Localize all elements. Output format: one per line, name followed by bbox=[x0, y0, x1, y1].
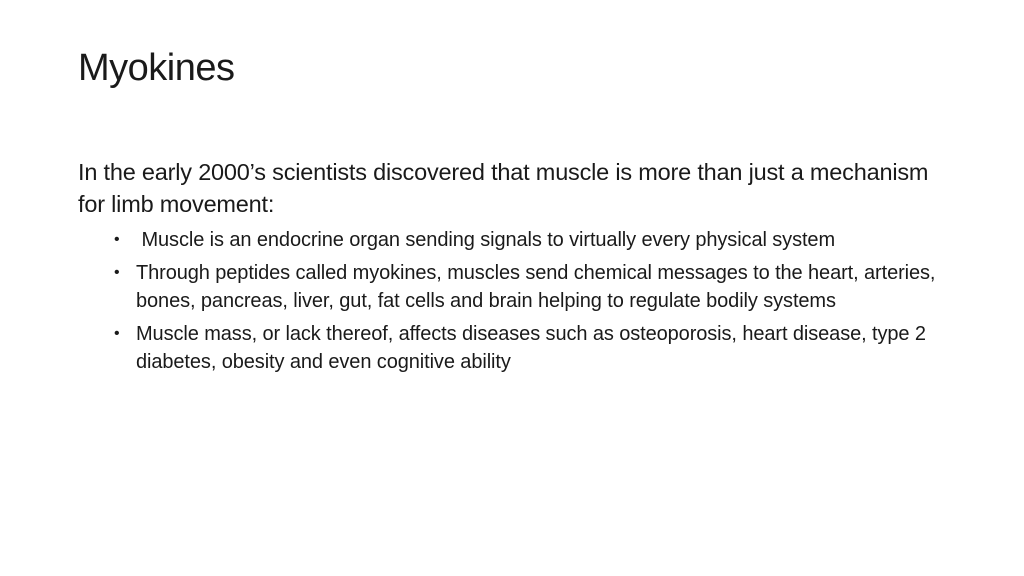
bullet-text: Through peptides called myokines, muscles send chemical messages to the heart, arteries, bones, pancreas, liver, gut, fat cells and brain helping to regulate bodily systems bbox=[136, 262, 936, 312]
bullet-dot-icon: • bbox=[114, 231, 120, 248]
bullet-text: Muscle is an endocrine organ sending signals to virtually every physical system bbox=[136, 229, 836, 251]
bullet-dot-icon: • bbox=[114, 325, 120, 342]
bullet-item bbox=[114, 226, 958, 254]
bullet-item bbox=[114, 320, 958, 376]
slide-title: Myokines bbox=[78, 47, 235, 89]
lead-paragraph: In the early 2000’s scientists discovered that muscle is more than just a mechanism for limb movement: bbox=[78, 159, 929, 217]
bullet-dot-icon: • bbox=[114, 264, 120, 281]
bullet-text: Muscle mass, or lack thereof, affects diseases such as osteoporosis, heart disease, type 2 diabetes, obesity and even cognitive ability bbox=[136, 323, 926, 373]
bullet-list bbox=[78, 226, 958, 376]
slide-body bbox=[78, 156, 958, 381]
bullet-item bbox=[114, 259, 958, 315]
